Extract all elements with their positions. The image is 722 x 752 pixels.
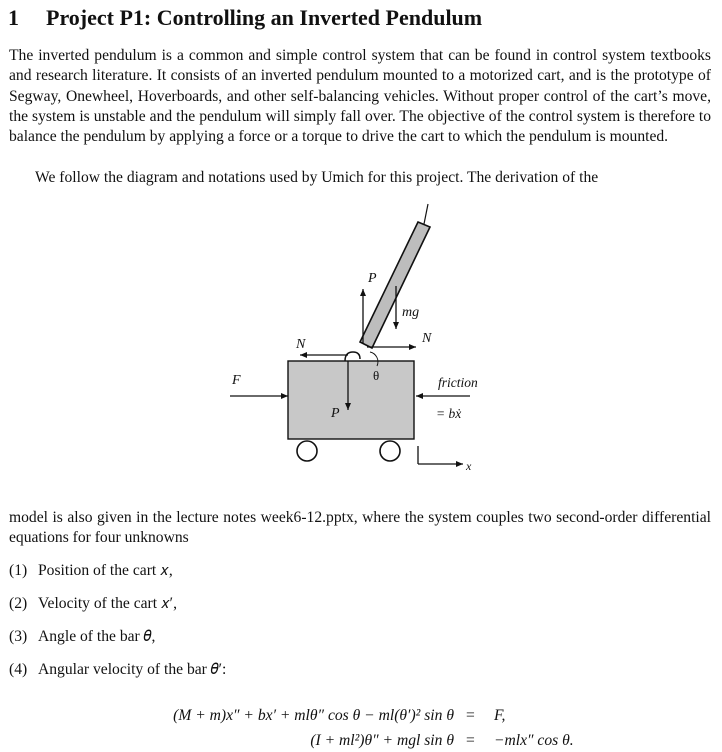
- section-title: Project P1: Controlling an Inverted Pendulum: [46, 5, 483, 30]
- section-number: 1: [8, 5, 19, 30]
- label-friction: friction: [438, 375, 478, 390]
- equation-2-rhs: −mlx″ cos θ.: [494, 732, 574, 749]
- list-item-text: Angle of the bar 𝜃,: [38, 628, 156, 645]
- label-p-top: P: [368, 271, 377, 286]
- pivot-joint: [345, 352, 360, 361]
- cart-wheel-right: [380, 441, 400, 461]
- list-item-text: Angular velocity of the bar 𝜃′:: [38, 661, 227, 678]
- list-item-label: (3): [9, 628, 28, 645]
- list-item: [9, 561, 173, 581]
- equation-1-rhs: F,: [494, 707, 506, 724]
- label-f: F: [232, 373, 241, 388]
- list-item: [9, 594, 177, 614]
- section-heading: [8, 4, 482, 32]
- list-item-label: (1): [9, 562, 28, 579]
- label-x: x: [466, 459, 472, 473]
- cart-body: [288, 361, 414, 439]
- equation-1-rel: =: [466, 707, 475, 724]
- label-n-right: N: [422, 331, 432, 346]
- pendulum-diagram: [220, 196, 510, 481]
- list-item: [9, 660, 226, 680]
- equation-2-lhs: (I + ml²)θ″ + mgl sin θ: [310, 732, 454, 749]
- cart-wheel-left: [297, 441, 317, 461]
- equation-2-rel: =: [466, 732, 475, 749]
- label-mg: mg: [402, 305, 420, 320]
- label-friction-eq: = bẋ: [436, 406, 462, 421]
- label-n-left: N: [296, 337, 306, 352]
- list-item-text: Position of the cart 𝑥,: [38, 562, 173, 579]
- equation-1-lhs: (M + m)x″ + bx′ + mlθ″ cos θ − ml(θ′)² sin θ: [173, 707, 454, 724]
- model-paragraph: model is also given in the lecture notes week6-12.pptx, where the system couples two second-order differential equations for four unknowns: [9, 509, 711, 547]
- list-item-label: (2): [9, 595, 28, 612]
- label-p-bottom: P: [331, 406, 340, 421]
- list-item-text: Velocity of the cart 𝑥′,: [38, 595, 177, 612]
- label-theta: θ: [373, 368, 380, 383]
- list-item: [9, 627, 155, 647]
- intro-paragraph: The inverted pendulum is a common and simple control system that can be found in control system textbooks and research literature. It consists of an inverted pendulum mounted to a motorized cart, and is the prototype of Segway, Onewheel, Hoverboards, and other self-balancing vehicles. Without proper control of the cart’s move, the system is unstable and the pendulum will simply fall over. The objective of the control system is therefore to balance the pendulum by applying a force or a torque to drive the cart to which the pendulum is mounted.: [9, 47, 711, 146]
- list-item-label: (4): [9, 661, 28, 678]
- follow-paragraph: We follow the diagram and notations used by Umich for this project. The derivation of the: [35, 169, 599, 186]
